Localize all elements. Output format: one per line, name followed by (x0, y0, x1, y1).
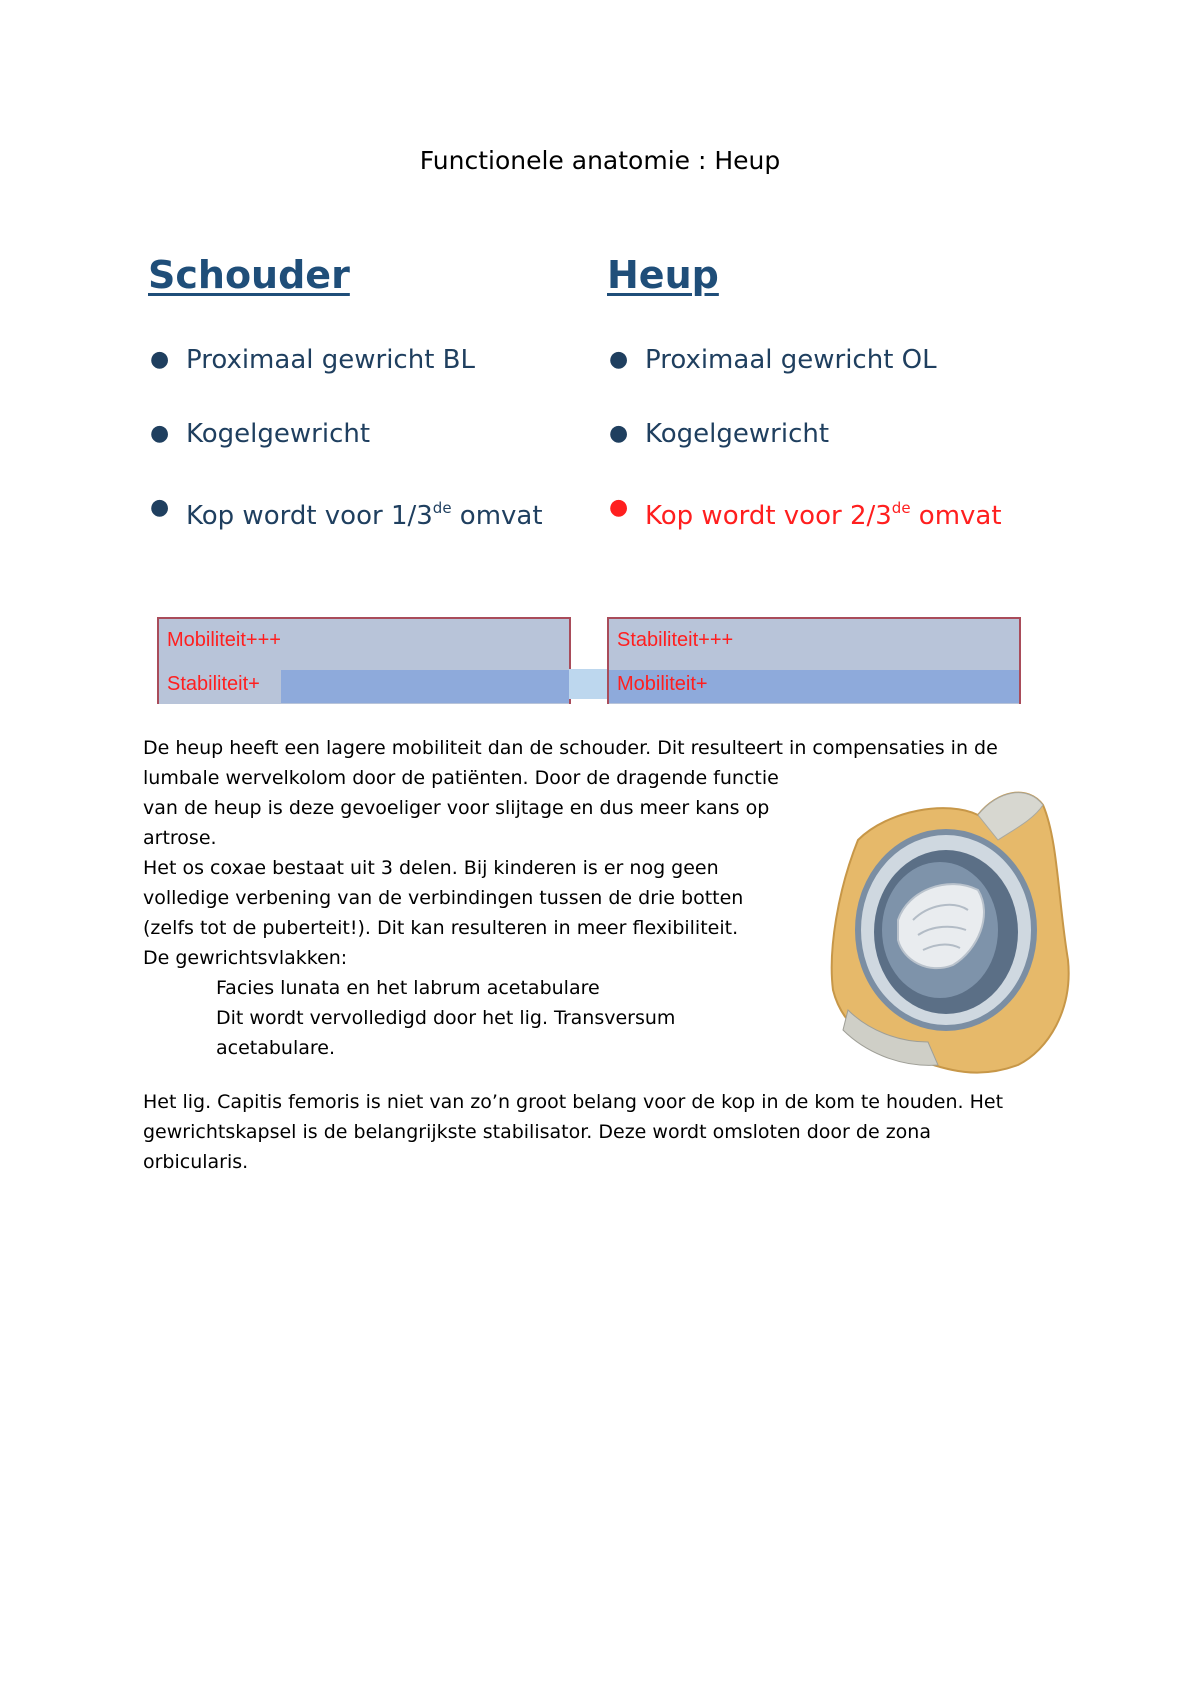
list-item: ● Kop wordt voor 1/3de omvat (148, 488, 543, 562)
indented-line: Facies lunata en het labrum acetabulare (216, 977, 600, 999)
schouder-heading: Schouder (148, 253, 350, 297)
box-line: Mobiliteit+++ (167, 629, 281, 651)
bullet-icon: ● (609, 495, 629, 520)
list-item: ● Kogelgewricht (148, 414, 543, 488)
schouder-bullet-list (148, 340, 543, 562)
bullet-icon: ● (609, 421, 629, 446)
highlight-bar (281, 670, 569, 703)
list-item: ● Proximaal gewricht BL (148, 340, 543, 414)
schouder-mobility-box (157, 617, 571, 704)
box-line: Mobiliteit+ (617, 673, 708, 695)
box-line: Stabiliteit+++ (617, 629, 734, 651)
page-title: Functionele anatomie : Heup (419, 146, 781, 175)
indented-line: acetabulare. (216, 1037, 336, 1059)
bullet-icon: ● (609, 347, 629, 372)
body-paragraph: De heup heeft een lagere mobiliteit dan de schouder. Dit resulteert in compensaties in de lumbale wervelkolom door de patiënten. Door de dragende functie van de heup is deze gevoeliger voor slijtage en dus meer kans op artrose. Het os coxae bestaat uit 3 delen. Bij kinderen is er nog geen volledige verbening van de verbindingen tussen de drie botten (zelfs tot de puberteit!). Dit kan resulteren in meer flexibiliteit. De gewrichtsvlakken: Facies lunata en het labrum acetabulare Dit wordt vervolledigd door het lig. Transversum acetabulare. (143, 733, 843, 1063)
heup-stability-box (607, 617, 1021, 704)
schouder-column (148, 250, 543, 562)
acetabulum-illustration (828, 780, 1073, 1080)
bullet-icon: ● (150, 421, 170, 446)
list-item: ● Kop wordt voor 2/3de omvat (607, 488, 1002, 562)
heup-bullet-list (607, 340, 1002, 562)
highlight-connector (569, 669, 607, 699)
indented-line: Dit wordt vervolledigd door het lig. Transversum (216, 1007, 676, 1029)
box-line: Stabiliteit+ (167, 673, 260, 695)
list-item: ● Proximaal gewricht OL (607, 340, 1002, 414)
bullet-icon: ● (150, 495, 170, 520)
bullet-icon: ● (150, 347, 170, 372)
list-item: ● Kogelgewricht (607, 414, 1002, 488)
heup-column (607, 250, 1002, 562)
body-paragraph: Het lig. Capitis femoris is niet van zo’n groot belang voor de kop in de kom te houden. Het gewrichtskapsel is de belangrijkste stabilisator. Deze wordt omsloten door de zona orbicularis. (143, 1091, 1004, 1173)
heup-heading: Heup (607, 253, 719, 297)
